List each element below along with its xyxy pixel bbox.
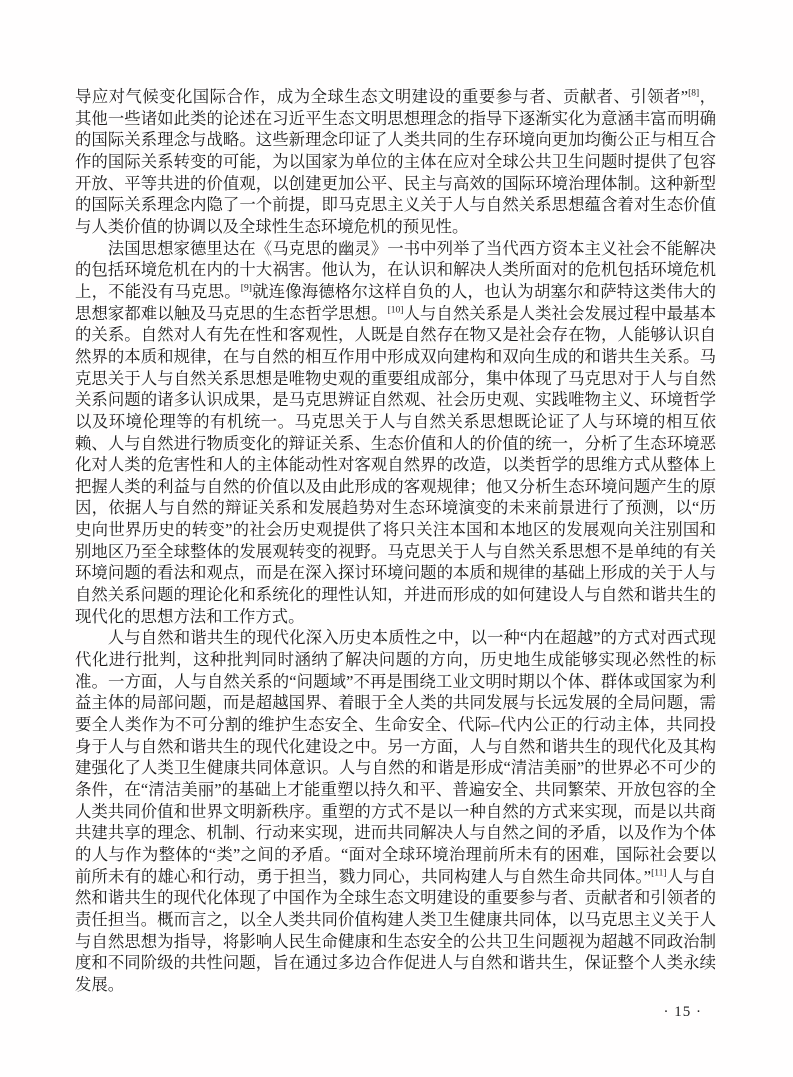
paragraph bbox=[75, 86, 716, 238]
text-run: 法国思想家德里达在《马克思的幽灵》一书中列举了当代西方资本主义社会不能解决的包括环境危机在内的十大祸害。他认为，在认识和解决人类所面对的危机包括环境危机上，不能没有马克思。 bbox=[75, 238, 716, 301]
paragraph bbox=[75, 627, 716, 995]
paragraphs-container bbox=[75, 86, 716, 996]
text-column bbox=[75, 86, 716, 1023]
text-run: ，其他一些诸如此类的论述在习近平生态文明思想理念的指导下逐渐实化为意涵丰富而明确的国际关系理念与战略。这些新理念印证了人类共同的生存环境向更加均衡公正与相互合作的国际关系转变的可能，为以国家为单位的主体在应对全球公共卫生问题时提供了包容开放、平等共进的价值观，以创建更加公平、民主与高效的国际环境治理体制。这种新型的国际关系理念内隐了一个前提，即马克思主义关于人与自然关系思想蕴含着对生态价值与人类价值的协调以及全球性生态环境危机的预见性。 bbox=[75, 87, 716, 236]
reference-superscript: [11] bbox=[651, 868, 667, 879]
text-run: 就连像海德格尔这样自负的人，也认为胡塞尔和萨特这类伟大的思想家都难以触及马克思的生态哲学思想。 bbox=[75, 281, 717, 323]
text-run: 人与自然关系是人类社会发展过程中最基本的关系。自然对人有先在性和客观性，人既是自然存在物又是社会存在物，人能够认识自然界的本质和规律，在与自然的相互作用中形成双向建构和双向生成的和谐共生关系。马克思关于人与自然关系思想是唯物史观的重要组成部分，集中体现了马克思对于人与自然关系问题的诸多认识成果，是马克思辨证自然观、社会历史观、实践唯物主义、环境哲学以及环境伦理等的有机统一。马克思关于人与自然关系思想既论证了人与环境的相互依赖、人与自然进行物质变化的辩证关系、生态价值和人的价值的统一，分析了生态环境恶化对人类的危害性和人的主体能动性对客观自然界的改造，以类哲学的思维方式从整体上把握人类的利益与自然的价值以及由此形成的客观规律；他又分析生态环境问题产生的原因，依据人与自然的辩证关系和发展趋势对生态环境演变的未来前景进行了预测，以“历史向世界历史的转变”的社会历史观提供了将只关注本国和本地区的发展观向关注别国和别地区乃至全球整体的发展观转变的视野。马克思关于人与自然关系思想不是单纯的有关环境问题的看法和观点，而是在深入探讨环境问题的本质和规律的基础上形成的关于人与自然关系问题的理论化和系统化的理性认知，并进而形成的如何建设人与自然和谐共生的现代化的思想方法和工作方式。 bbox=[75, 303, 717, 626]
text-run: 导应对气候变化国际合作，成为全球生态文明建设的重要参与者、贡献者、引领者” bbox=[75, 87, 689, 106]
text-run: 人与自然和谐共生的现代化深入历史本质性之中，以一种“内在超越”的方式对西式现代化进行批判，这种批判同时涵纳了解决问题的方向，历史地生成能够实现必然性的标准。一方面，人与自然关系的“问题域”不再是围绕工业文明时期以个体、群体或国家为利益主体的局部问题，而是超越国界、着眼于全人类的共同发展与长远发展的全局问题，需要全人类作为不可分割的维护生态安全、生命安全、代际–代内公正的行动主体，共同投身于人与自然和谐共生的现代化建设之中。另一方面，人与自然和谐共生的现代化及其构建强化了人类卫生健康共同体意识。人与自然的和谐是形成“清洁美丽”的世界必不可少的条件，在“清洁美丽”的基础上才能重塑以持久和平、普遍安全、共同繁荣、开放包容的全人类共同价值和世界文明新秩序。重塑的方式不是以一种自然的方式来实现，而是以共商共建共享的理念、机制、行动来实现，进而共同解决人与自然之间的矛盾，以及作为个体的人与作为整体的“类”之间的矛盾。“面对全球环境治理前所未有的困难，国际社会要以前所未有的雄心和行动，勇于担当，戮力同心，共同构建人与自然生命共同体。” bbox=[75, 628, 716, 886]
text-run: 人与自然和谐共生的现代化体现了中国作为全球生态文明建设的重要参与者、贡献者和引领者的责任担当。概而言之，以全人类共同价值构建人类卫生健康共同体，以马克思主义关于人与自然思想为指导，将影响人民生命健康和生态安全的公共卫生问题视为超越不同政治制度和不同阶级的共性问题，旨在通过多边合作促进人与自然和谐共生，保证整个人类永续发展。 bbox=[75, 866, 717, 994]
reference-superscript: [9] bbox=[240, 283, 252, 294]
page-number: · 15 · bbox=[663, 1003, 702, 1020]
reference-superscript: [8] bbox=[688, 88, 700, 99]
paragraph bbox=[75, 238, 716, 628]
reference-superscript: [10] bbox=[387, 305, 404, 316]
